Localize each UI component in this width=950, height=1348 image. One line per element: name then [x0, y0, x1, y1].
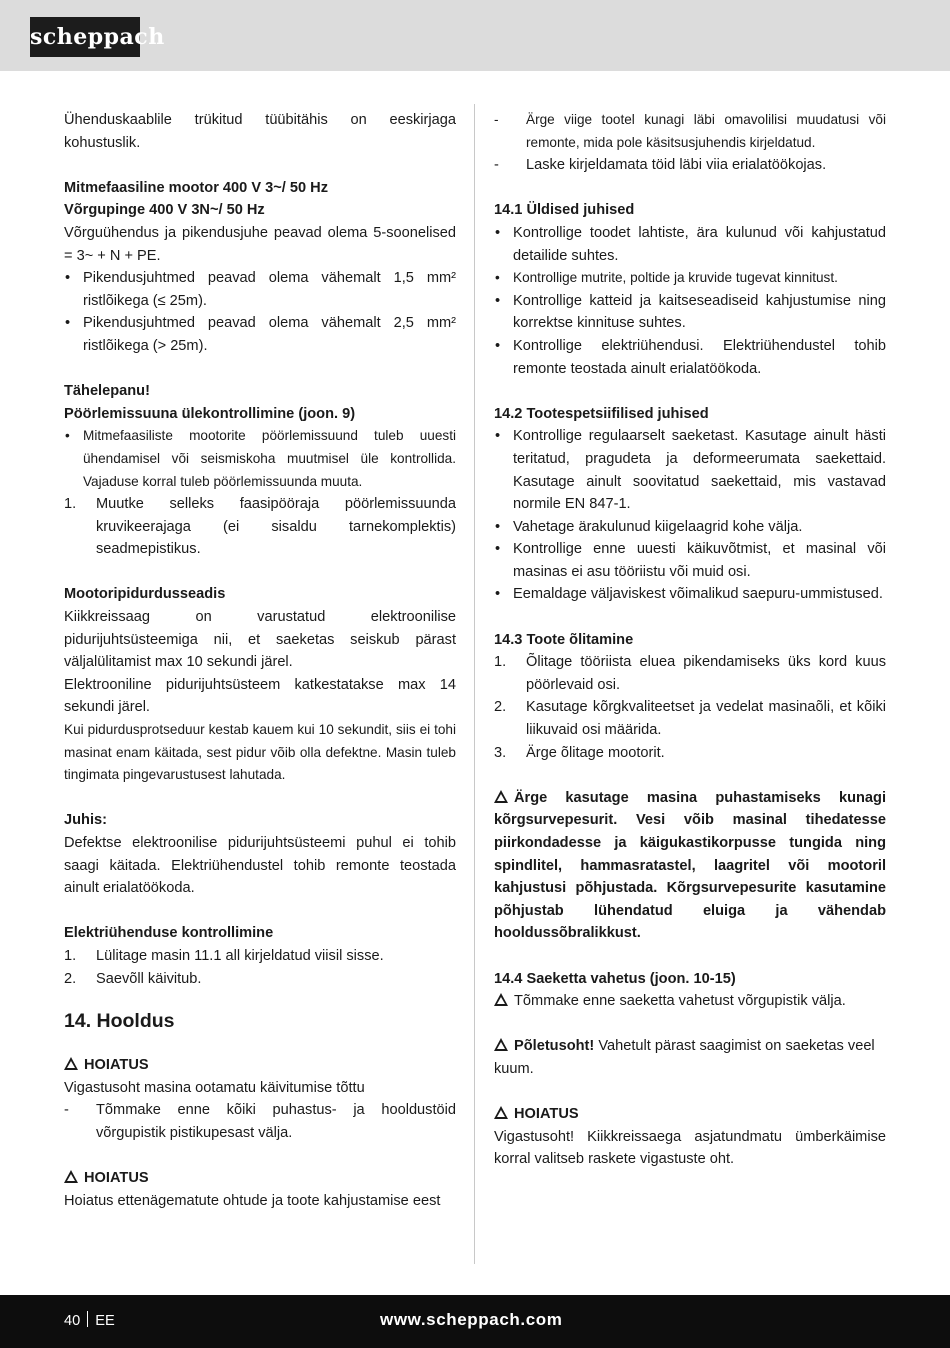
numbered-step: 1. Õlitage tööriista eluea pikendamiseks üks kord kuus pöörlevaid osi. [494, 654, 886, 693]
section-14-1-title: 14.1 Üldised juhised [494, 202, 635, 219]
scheppach-logo: scheppach [30, 17, 140, 57]
warning-icon [494, 1038, 508, 1051]
column-divider [474, 104, 475, 1264]
list-item: • Mitmefaasiliste mootorite pöörlemissuund tuleb uuesti ühendamisel või seismiskoha muutmisel üle kontrollida. Vajaduse korral tuleb pöörlemissuunda muuta. [65, 428, 456, 489]
brake-paragraph: Kiikkreissaag on varustatud elektroonilise pidurijuhtsüsteemiga nii, et saeketas seiskub pärast väljalülitamist max 10 sekundi järel. [64, 609, 456, 671]
burn-warning: Põletusoht! Vahetult pärast saagimist on saeketas veel kuum. [494, 1038, 875, 1077]
section-14-4-title: 14.4 Saeketta vahetus (joon. 10-15) [494, 970, 736, 987]
warning-icon [64, 1170, 78, 1183]
footer-separator [87, 1311, 88, 1327]
warning-text: Vigastusoht masina ootamatu käivitumise tõttu [64, 1079, 365, 1096]
dash-item: - Tõmmake enne kõiki puhastus- ja hooldustöid võrgupistik pistikupesast välja. [64, 1102, 456, 1141]
warning-heading: HOIATUS [64, 1167, 456, 1190]
numbered-step: 2. Kasutage kõrgkvaliteetset ja vedelat masinaõli, et kõiki liikuvaid osi määrida. [494, 699, 886, 739]
list-item: • Pikendusjuhtmed peavad olema vähemalt 2,5 mm² ristlõikega (> 25m). [65, 315, 456, 354]
pressure-washer-warning: Ärge kasutage masina puhastamiseks kunagi kõrgsurvepesurit. Vesi võib masinal tihedatesse piirkondadesse ja käigukastikorpusse tungida ning spindlitel, hammasratastel, laagritel või mootoril kahjustusi põhjustada. Kõrgsurvepesurite kasutamine põhjustab lühendatud eluiga ja vähendab hooldussõbralikkust. [494, 789, 886, 942]
warning-heading: HOIATUS [64, 1054, 456, 1077]
list-item: • Pikendusjuhtmed peavad olema vähemalt 1,5 mm² ristlõikega (≤ 25m). [65, 270, 456, 309]
section-14-2-title: 14.2 Tootespetsiifilised juhised [494, 405, 709, 422]
numbered-step: 2. Saevõll käivitub. [64, 970, 202, 987]
list-item: • Kontrollige toodet lahtiste, ära kulunud või kahjustatud detailide suhtes. [495, 224, 886, 264]
page-footer [0, 1295, 950, 1348]
right-column [494, 109, 886, 1171]
brake-paragraph: Elektrooniline pidurijuhtsüsteem katkestatakse max 14 sekundi järel. [64, 676, 456, 716]
list-item: • Eemaldage väljaviskest võimalikud saepuru-ummistused. [495, 586, 883, 603]
warning-icon [494, 1106, 508, 1119]
rotation-title: Pöörlemissuuna ülekontrollimine (joon. 9) [64, 405, 356, 422]
left-column [64, 109, 456, 1212]
numbered-step: 3. Ärge õlitage mootorit. [494, 744, 665, 761]
list-item: • Kontrollige katteid ja kaitseseadiseid kahjustumise ning korrektse kinnituse suhtes. [495, 292, 886, 332]
warning-text: Vigastusoht! Kiikkreissaega asjatundmatu ümberkäimise korral valitseb raskete vigastuste oht. [494, 1128, 886, 1168]
cable-type-note: Ühenduskaablile trükitud tüübitähis on eeskirjaga kohustuslik. [64, 112, 456, 151]
list-item: • Kontrollige mutrite, poltide ja kruvide tugevat kinnitust. [495, 270, 838, 286]
dash-item: - Laske kirjeldamata töid läbi viia erialatöökojas. [494, 157, 827, 174]
list-item: • Kontrollige enne uuesti käikuvõtmist, et masinal või masinas ei asu tööriistu või muid osi. [495, 541, 886, 580]
warning-icon [494, 993, 508, 1006]
motor-title-1: Mitmefaasiline mootor 400 V 3~/ 50 Hz [64, 179, 328, 196]
warning-heading: HOIATUS [494, 1103, 886, 1126]
motor-text: Võrguühendus ja pikendusjuhe peavad olema 5-soonelised = 3~ + N + PE. [64, 224, 456, 264]
warning-text: Hoiatus ettenägematute ohtude ja toote kahjustamise eest [64, 1192, 441, 1209]
page-header [0, 0, 950, 71]
motor-title-2: Võrgupinge 400 V 3N~/ 50 Hz [64, 202, 265, 219]
list-item: • Kontrollige elektriühendusi. Elektriühendustel tohib remonte teostada ainult erialatöökoda. [495, 337, 886, 377]
electric-check-title: Elektriühenduse kontrollimine [64, 925, 274, 942]
list-item: • Vahetage ärakulunud kiigelaagrid kohe välja. [495, 518, 803, 535]
note-text: Defektse elektroonilise pidurijuhtsüsteemi puhul ei tohib saagi käitada. Elektriühendustel tohib remonte teostada ainult erialatöökoda. [64, 835, 456, 897]
section-title-maintenance: 14. Hooldus [64, 1010, 175, 1033]
numbered-step: 1. Lülitage masin 11.1 all kirjeldatud viisil sisse. [64, 947, 384, 964]
page-number: 40 EE [64, 1313, 115, 1329]
warning-icon [494, 790, 508, 803]
blade-change-note: Tõmmake enne saeketta vahetust võrgupistik välja. [494, 990, 886, 1013]
section-14-3-title: 14.3 Toote õlitamine [494, 631, 634, 648]
note-title: Juhis: [64, 812, 107, 829]
attention-title: Tähelepanu! [64, 383, 150, 400]
warning-icon [64, 1057, 78, 1070]
brake-title: Mootoripidurdusseadis [64, 586, 226, 603]
brake-paragraph: Kui pidurdusprotseduur kestab kauem kui 10 sekundit, siis ei tohi masinat enam käitada, sest pidur võib olla defektne. Masin tuleb tingimata pingevarustusest lahutada. [64, 722, 456, 783]
website-url: www.scheppach.com [380, 1310, 563, 1329]
list-item: • Kontrollige regulaarselt saeketast. Kasutage ainult hästi teritatud, pragudeta ja deformeerumata saekettaid. Kasutage ainult soovitatud saekettaid, mis vastavad normile EN 847-1. [495, 428, 886, 513]
numbered-step: 1. Muutke selleks faasipööraja pöörlemissuunda kruvikeerajaga (ei sisaldu tarnekomplektis) seadmepistikus. [64, 496, 456, 558]
dash-item: - Ärge viige tootel kunagi läbi omavolilisi muudatusi või remonte, mida pole käsitsusjuhendis kirjeldatud. [494, 112, 886, 150]
